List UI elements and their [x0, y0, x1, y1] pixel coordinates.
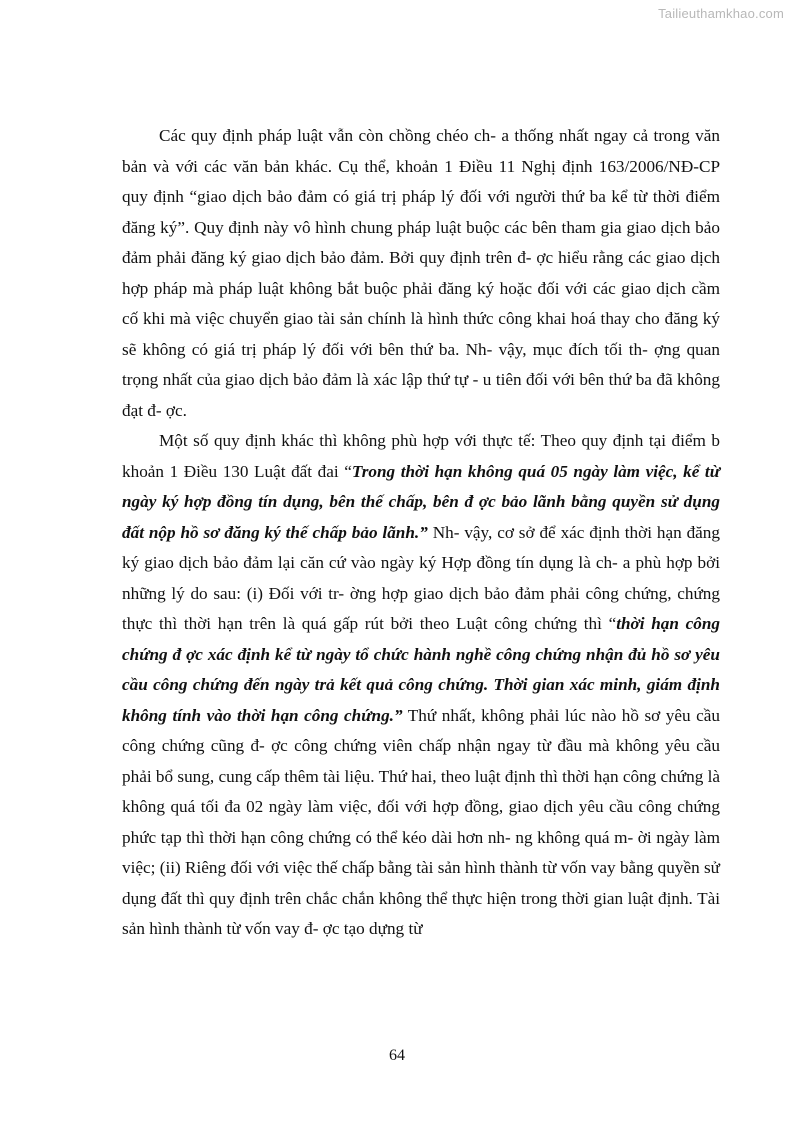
text-run: Các quy định pháp luật vẫn còn chồng chéo ch- a thống nhất ngay cả trong văn bản và với các văn bản khác. Cụ thể, khoản 1 Điều 11 Nghị định 163/2006/NĐ-CP quy định “giao dịch bảo đảm có giá trị pháp lý đối với người thứ ba kể từ thời điểm đăng ký”. Quy định này vô hình chung pháp luật buộc các bên tham gia giao dịch bảo đảm phải đăng ký giao dịch bảo đảm. Bởi quy định trên đ- ợc hiểu rằng các giao dịch hợp pháp mà pháp luật không bắt buộc phải đăng ký hoặc đối với các giao dịch cầm cố khi mà việc chuyển giao tài sản chính là hình thức công khai hoá thay cho đăng ký sẽ không có giá trị pháp lý đối với bên thứ ba. Nh- vậy, mục đích tối th- ợng quan trọng nhất của giao dịch bảo đảm là xác lập thứ tự - u tiên đối với bên thứ ba đã không đạt đ- ợc. [122, 126, 720, 420]
bold-italic-quote: Trong thời hạn không quá 05 ngày làm việc, kể từ ngày ký hợp đồng tín dụng, bên thế chấp, bên đ ợc bảo lãnh bằng quyền sử dụng đất nộp hồ sơ đăng ký thế chấp bảo lãnh.” [122, 461, 720, 542]
page-number: 64 [389, 1047, 405, 1064]
paragraph [122, 426, 720, 945]
watermark: Tailieuthamkhao.com [658, 6, 784, 21]
document-body [122, 121, 720, 945]
text-run: Thứ nhất, không phải lúc nào hồ sơ yêu cầu công chứng cũng đ- ợc công chứng viên chấp nhận ngay từ đầu mà không yêu cầu phải bổ sung, cung cấp thêm tài liệu. Thứ hai, theo luật định thì thời hạn công chứng là không quá tối đa 02 ngày làm việc, đối với hợp đồng, giao dịch yêu cầu công chứng phức tạp thì thời hạn công chứng có thể kéo dài hơn nh- ng không quá m- ời ngày làm việc; (ii) Riêng đối với việc thế chấp bằng tài sản hình thành từ vốn vay bằng quyền sử dụng đất thì quy định trên chắc chắn không thể thực hiện trong thời gian luật định. Tài sản hình thành từ vốn vay đ- ợc tạo dựng từ [122, 705, 720, 938]
paragraph [122, 121, 720, 426]
text-run: Nh- vậy, cơ sở để xác định thời hạn đăng ký giao dịch bảo đảm lại căn cứ vào ngày ký Hợp đồng tín dụng là ch- a phù hợp bởi những lý do sau: (i) Đối với tr- ờng hợp giao dịch bảo đảm phải công chứng, chứng thực thì thời hạn trên là quá gấp rút bởi theo Luật công chứng thì “ [122, 522, 720, 633]
text-run: Một số quy định khác thì không phù hợp với thực tế: Theo quy định tại điểm b khoản 1 Điều 130 Luật đất đai “ [122, 431, 720, 481]
bold-italic-quote: thời hạn công chứng đ ợc xác định kể từ ngày tổ chức hành nghề công chứng nhận đủ hồ sơ yêu cầu công chứng đến ngày trả kết quả công chứng. Thời gian xác minh, giám định không tính vào thời hạn công chứng.” [122, 614, 721, 725]
